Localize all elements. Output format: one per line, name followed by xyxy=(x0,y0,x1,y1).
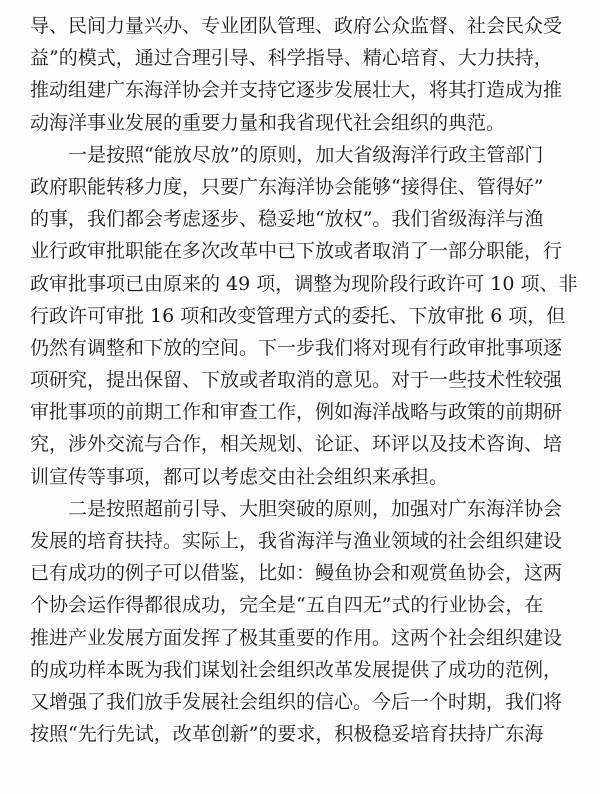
text-line: 发展的培育扶持。实际上，我省海洋与渔业领域的社会组织建设 xyxy=(30,530,563,552)
text-line: 项研究，提出保留、下放或者取消的意见。对于一些技术性较强 xyxy=(30,369,563,392)
text-line: 推动组建广东海洋协会并支持它逐步发展壮大，将其打造成为推 xyxy=(30,79,563,102)
text-line: 政审批事项已由原来的 49 项，调整为现阶段行政许可 10 项、非 xyxy=(30,272,578,295)
text-line: 业行政审批职能在多次改革中已下放或者取消了一部分职能，行 xyxy=(30,240,563,263)
text-line: 又增强了我们放手发展社会组织的信心。今后一个时期，我们将 xyxy=(30,690,563,713)
text-line: 按照“先行先试，改革创新”的要求，积极稳妥培育扶持广东海 xyxy=(30,723,544,746)
text-line: 究，涉外交流与合作，相关规划、论证、环评以及技术咨询、培 xyxy=(30,433,563,456)
text-line: 审批事项的前期工作和审查工作，例如海洋战略与政策的前期研 xyxy=(30,401,563,424)
text-line: 二是按照超前引导、大胆突破的原则，加强对广东海洋协会 xyxy=(30,497,563,520)
text-line: 的事，我们都会考虑逐步、稳妥地“放权”。我们省级海洋与渔 xyxy=(30,208,544,231)
text-line: 个协会运作得都很成功，完全是“五自四无”式的行业协会，在 xyxy=(30,594,544,617)
text-line: 推进产业发展方面发挥了极其重要的作用。这两个社会组织建设 xyxy=(30,626,563,649)
text-line: 导、民间力量兴办、专业团队管理、政府公众监督、社会民众受 xyxy=(30,15,563,37)
text-line: 行政许可审批 16 项和改变管理方式的委托、下放审批 6 项，但 xyxy=(30,304,566,327)
text-line: 一是按照“能放尽放”的原则，加大省级海洋行政主管部门 xyxy=(30,143,544,166)
text-line: 政府职能转移力度，只要广东海洋协会能够“接得住、管得好” xyxy=(30,175,544,198)
text-line: 仍然有调整和下放的空间。下一步我们将对现有行政审批事项逐 xyxy=(30,336,563,359)
text-line: 益”的模式，通过合理引导、科学指导、精心培育、大力扶持， xyxy=(30,47,553,70)
text-line: 的成功样本既为我们谋划社会组织改革发展提供了成功的范例， xyxy=(30,658,563,681)
body-text xyxy=(30,10,590,750)
text-line: 已有成功的例子可以借鉴，比如：鳗鱼协会和观赏鱼协会，这两 xyxy=(30,562,563,585)
text-line: 训宣传等事项，都可以考虑交由社会组织来承担。 xyxy=(30,465,449,488)
text-line: 动海洋事业发展的重要力量和我省现代社会组织的典范。 xyxy=(30,111,506,134)
